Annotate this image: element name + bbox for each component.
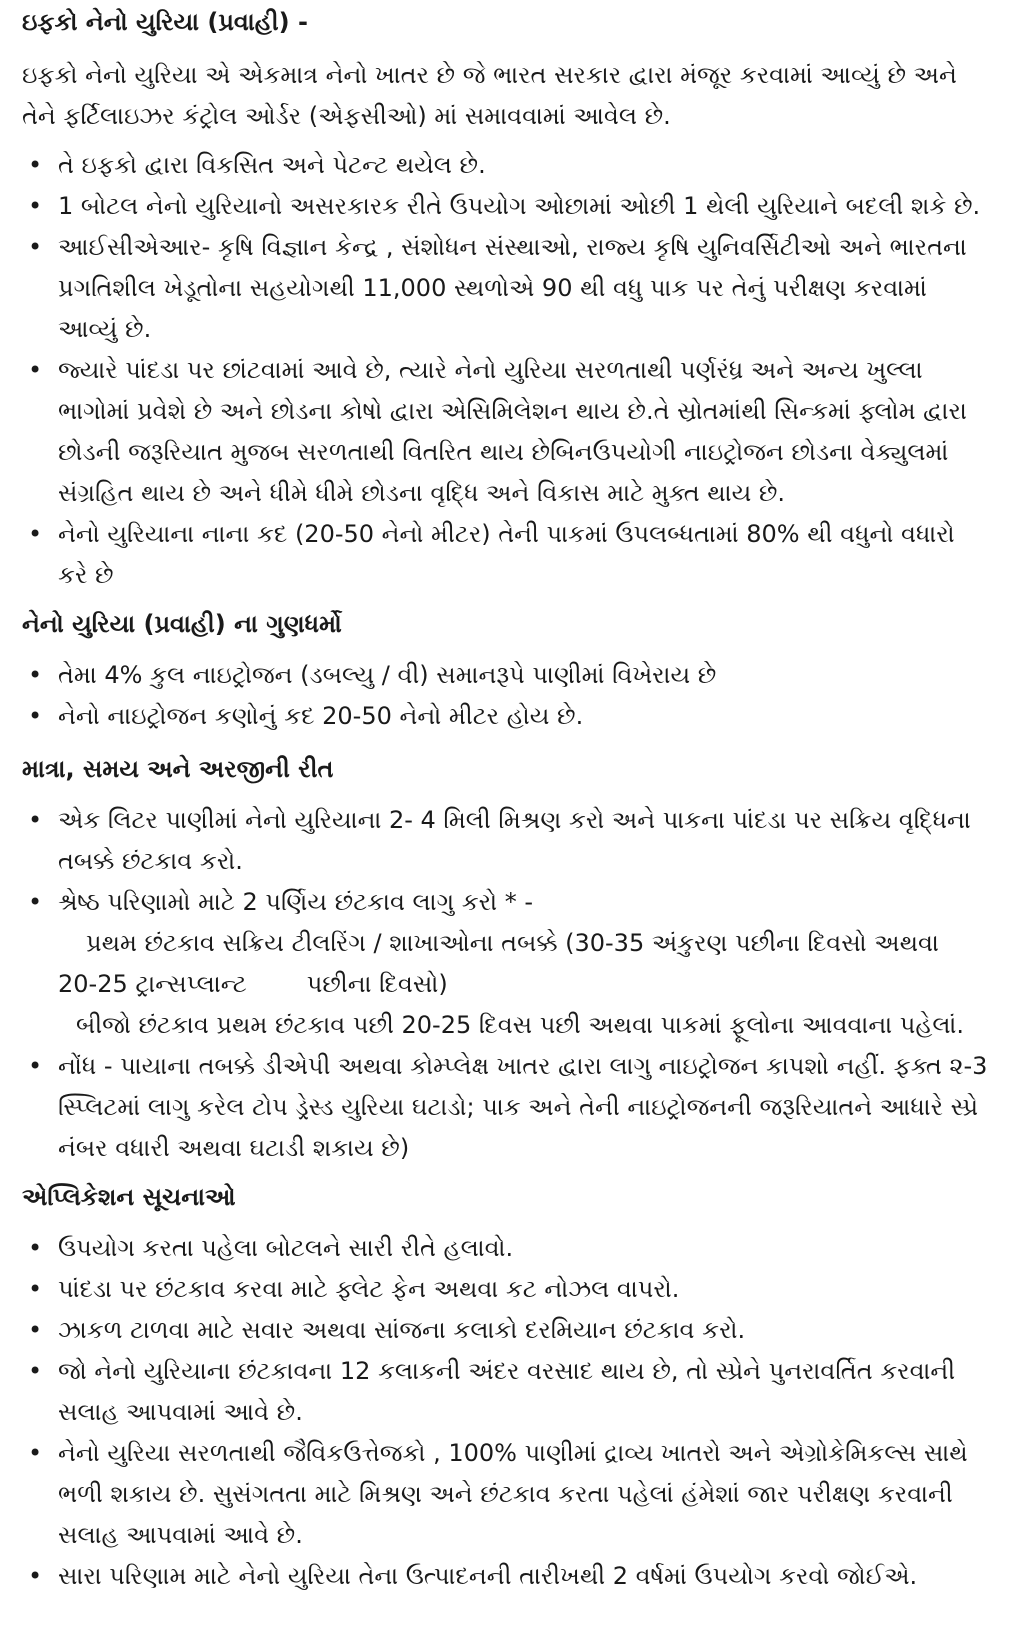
list-item: • તે ઇફકો દ્વારા વિકસિત અને પેટન્ટ થયેલ છે. (22, 145, 990, 186)
bullet: • (28, 1439, 43, 1467)
bullet: • (28, 1275, 43, 1303)
list-item: • તેમા 4% કુલ નાઇટ્રોજન (ડબલ્યુ / વી) સમાનરૂપે પાણીમાં વિખેરાય છે (22, 655, 990, 696)
bullet: • (28, 702, 43, 730)
list-item: • જો નેનો યુરિયાના છંટકાવના 12 કલાકની અંદર વરસાદ થાય છે, તો સ્પ્રેને પુનરાવર્તિત કરવાની સલાહ આપવામાં આવે છે. (22, 1351, 990, 1433)
list-item: • પાંદડા પર છંટકાવ કરવા માટે ફ્લેટ ફેન અથવા કટ નોઝલ વાપરો. (22, 1269, 990, 1310)
features-list (22, 145, 990, 596)
bullet: • (28, 888, 43, 916)
list-item: • સારા પરિણામ માટે નેનો યુરિયા તેના ઉત્પાદનની તારીખથી 2 વર્ષમાં ઉપયોગ કરવો જોઈએ. (22, 1556, 990, 1597)
dosage-list (22, 800, 990, 1169)
list-item: • નોંધ - પાયાના તબક્કે ડીએપી અથવા કોમ્પ્લેક્ષ ખાતર દ્વારા લાગુ નાઇટ્રોજન કાપશો નહીં. ફક્ત ૨-3 સ્પ્લિટમાં લાગુ કરેલ ટોપ ડ્રેસ્ડ યુરિયા ઘટાડો; પાક અને તેની નાઇટ્રોજનની જરૂરિયાતને આધારે સ્પ્રે નંબર વધારી અથવા ઘટાડી શકાય છે) (22, 1046, 990, 1169)
list-item: • ઉપયોગ કરતા પહેલા બોટલને સારી રીતે હલાવો. (22, 1228, 990, 1269)
dosage-main-line: શ્રેષ્ઠ પરિણામો માટે 2 પર્ણિય છંટકાવ લાગુ કરો * - (58, 888, 534, 916)
bullet: • (28, 1357, 43, 1385)
bullet: • (28, 1316, 43, 1344)
document-title: ઇફકો નેનો યુરિયા (પ્રવાહી) - (22, 8, 308, 36)
properties-list (22, 655, 990, 737)
bullet: • (28, 151, 43, 179)
bullet: • (28, 1234, 43, 1262)
bullet: • (28, 192, 43, 220)
intro-paragraph: ઇફકો નેનો યુરિયા એ એકમાત્ર નેનો ખાતર છે જે ભારત સરકાર દ્વારા મંજૂર કરવામાં આવ્યું છે અને તેને ફર્ટિલાઇઝર કંટ્રોલ ઓર્ડર (એફસીઓ) માં સમાવવામાં આવેલ છે. (22, 61, 957, 130)
bullet: • (28, 1052, 43, 1080)
list-item: • આઈસીએઆર- કૃષિ વિજ્ઞાન કેન્દ્ર , સંશોધન સંસ્થાઓ, રાજ્ય કૃષિ યુનિવર્સિટીઓ અને ભારતના પ્રગતિશીલ ખેડૂતોના સહયોગથી 11,000 સ્થળોએ 90 થી વધુ પાક પર તેનું પરીક્ષણ કરવામાં આવ્યું છે. (22, 227, 990, 350)
list-item: • 1 બોટલ નેનો યુરિયાનો અસરકારક રીતે ઉપયોગ ઓછામાં ઓછી 1 થેલી યુરિયાને બદલી શકે છે. (22, 186, 990, 227)
bullet: • (28, 1562, 43, 1590)
bullet: • (28, 356, 43, 384)
bullet: • (28, 520, 43, 548)
list-item: • નેનો યુરિયા સરળતાથી જૈવિકઉત્તેજકો , 100% પાણીમાં દ્રાવ્ય ખાતરો અને એગ્રોકેમિકલ્સ સાથે ભળી શકાય છે. સુસંગતતા માટે મિશ્રણ અને છંટકાવ કરતા પહેલાં હંમેશાં જાર પરીક્ષણ કરવાની સલાહ આપવામાં આવે છે. (22, 1433, 990, 1556)
dosage-heading: માત્રા, સમય અને અરજીની રીત (22, 755, 334, 783)
transplant-line: 20-25 ટ્રાન્સપ્લાન્ટ પછીના દિવસો) (58, 970, 448, 998)
properties-heading: નેનો યુરિયા (પ્રવાહી) ના ગુણધર્મો (22, 610, 342, 638)
list-item: • એક લિટર પાણીમાં નેનો યુરિયાના 2- 4 મિલી મિશ્રણ કરો અને પાકના પાંદડા પર સક્રિય વૃદ્ધિના તબક્કે છંટકાવ કરો. (22, 800, 990, 882)
list-item: • નેનો યુરિયાના નાના કદ (20-50 નેનો મીટર) તેની પાકમાં ઉપલબ્ધતામાં 80% થી વધુનો વધારો કરે છે (22, 514, 990, 596)
application-heading: એપ્લિકેશન સૂચનાઓ (22, 1183, 236, 1211)
bullet: • (28, 806, 43, 834)
list-item (22, 882, 990, 1046)
list-item: • નેનો નાઇટ્રોજન કણોનું કદ 20-50 નેનો મીટર હોય છે. (22, 696, 990, 737)
second-spray-line: બીજો છંટકાવ પ્રથમ છંટકાવ પછી 20-25 દિવસ પછી અથવા પાકમાં ફૂલોના આવવાના પહેલાં. (76, 1011, 965, 1039)
bullet: • (28, 661, 43, 689)
list-item: • જ્યારે પાંદડા પર છાંટવામાં આવે છે, ત્યારે નેનો યુરિયા સરળતાથી પર્ણરંધ્ર અને અન્ય ખુલ્લા ભાગોમાં પ્રવેશે છે અને છોડના કોષો દ્વારા એસિમિલેશન થાય છે.તે સ્રોતમાંથી સિન્કમાં ફ્લોમ દ્વારા છોડની જરૂરિયાત મુજબ સરળતાથી વિતરિત થાય છેબિનઉપયોગી નાઇટ્રોજન છોડના વેક્યુલમાં સંગ્રહિત થાય છે અને ધીમે ધીમે છોડના વૃદ્ધિ અને વિકાસ માટે મુક્ત થાય છે. (22, 350, 990, 514)
application-list (22, 1228, 990, 1597)
list-item: • ઝાકળ ટાળવા માટે સવાર અથવા સાંજના કલાકો દરમિયાન છંટકાવ કરો. (22, 1310, 990, 1351)
bullet: • (28, 233, 43, 261)
first-spray-line: પ્રથમ છંટકાવ સક્રિય ટીલરિંગ / શાખાઓના તબક્કે (30-35 અંકુરણ પછીના દિવસો અથવા (86, 929, 939, 957)
